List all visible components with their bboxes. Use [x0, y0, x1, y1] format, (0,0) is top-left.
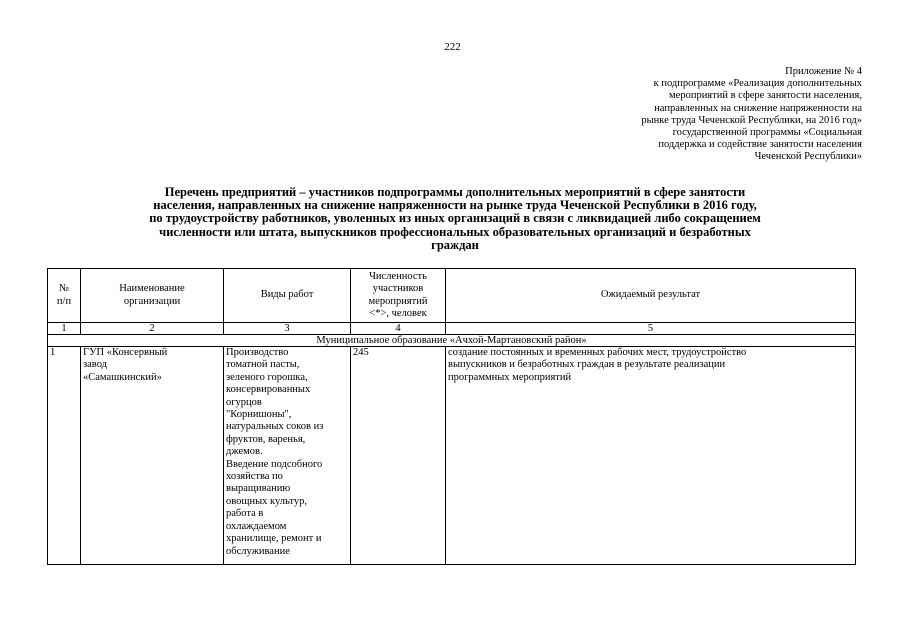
table-header-row [48, 269, 856, 323]
row-count: 245 [351, 347, 446, 565]
column-number: 3 [224, 323, 351, 335]
header-org: Наименование организации [81, 269, 224, 323]
title-line: Перечень предприятий – участников подпрограммы дополнительных мероприятий в сфере занятости [164, 185, 746, 199]
row-result: создание постоянных и временных рабочих мест, трудоустройство выпускников и безработных граждан в результате реализации программных мероприятий [446, 347, 856, 565]
column-number: 4 [351, 323, 446, 335]
appendix-line: Приложение № 4 [785, 66, 862, 77]
appendix-line: Чеченской Республики» [754, 151, 862, 163]
appendix-line: рынке труда Чеченской Республики, на 2016 год» [641, 114, 862, 126]
enterprises-table [47, 268, 856, 565]
column-number: 5 [446, 323, 856, 335]
column-number: 1 [48, 323, 81, 335]
appendix-note [562, 66, 862, 164]
table-row [48, 347, 856, 565]
header-count: Численность участников мероприятий <*>, человек [351, 269, 446, 323]
page-number: 222 [444, 41, 461, 53]
column-numbers-row [48, 323, 856, 335]
appendix-line: государственной программы «Социальная [672, 127, 862, 139]
municipality-name: Муниципальное образование «Ачхой-Мартановский район» [48, 335, 856, 347]
appendix-line: мероприятий в сфере занятости населения, [669, 90, 862, 102]
appendix-line: направленных на снижение напряженности на [654, 102, 862, 114]
appendix-line: поддержка и содействие занятости населения [658, 139, 862, 151]
header-works: Виды работ [224, 269, 351, 323]
header-result: Ожидаемый результат [446, 269, 856, 323]
column-number: 2 [81, 323, 224, 335]
row-num: 1 [48, 347, 81, 565]
title-line: численности или штата, выпускников профессиональных образовательных организаций и безработных [159, 224, 751, 239]
document-title [90, 186, 820, 252]
row-org: ГУП «Консервный завод «Самашкинский» [81, 347, 224, 565]
title-line: граждан [431, 237, 479, 252]
municipality-row [48, 335, 856, 347]
title-line: по трудоустройству работников, уволенных из иных организаций в связи с ликвидацией либо сокращением [149, 211, 761, 226]
appendix-line: к подпрограмме «Реализация дополнительных [653, 78, 862, 90]
header-num: № п/п [48, 269, 81, 323]
row-works: Производство томатной пасты, зеленого горошка, консервированных огурцов "Корнишоны", натуральных соков из фруктов, варенья, джемов. Введение подсобного хозяйства по выращиванию овощных культур, работа в охлаждаемом хранилище, ремонт и обслуживание [224, 347, 351, 565]
title-line: населения, направленных на снижение напряженности на рынке труда Чеченской Республики в 2016 году, [153, 198, 757, 213]
